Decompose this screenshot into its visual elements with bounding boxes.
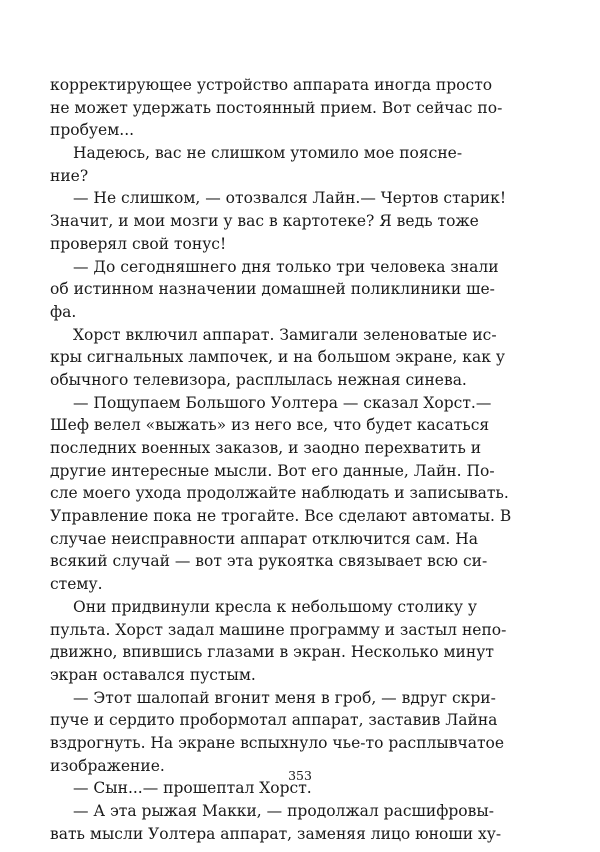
text-line: Значит, и мои мозги у вас в картотеке? Я ведь тоже	[50, 212, 479, 231]
text-line: пуче и сердито пробормотал аппарат, заставив Лайна	[50, 711, 498, 730]
text-line: корректирующее устройство аппарата иногда просто	[50, 76, 493, 94]
text-line: — Не слишком, — отозвался Лайн.— Чертов старик!	[73, 189, 507, 208]
text-line: фа.	[50, 302, 77, 321]
text-line: Шеф велел «выжать» из него все, что будет касаться	[50, 416, 490, 435]
text-line: Надеюсь, вас не слишком утомило мое поясне-	[73, 144, 463, 163]
text-line: обычного телевизора, расплылась нежная синева.	[50, 370, 467, 389]
text-line: движно, впившись глазами в экран. Несколько минут	[50, 643, 494, 662]
text-line: последних военных заказов, и заодно перехватить и	[50, 439, 482, 457]
text-line: — Сын...— прошептал Хорст.	[73, 779, 312, 798]
text-line: всякий случай — вот эта рукоятка связывает всю си-	[50, 552, 488, 571]
text-line: вздрогнуть. На экране вспыхнуло чье-то расплывчатое	[50, 733, 505, 752]
text-line: ние?	[50, 166, 89, 185]
text-line: сле моего ухода продолжайте наблюдать и записывать.	[50, 484, 509, 503]
page-number: 353	[288, 768, 312, 783]
text-line: изображение.	[50, 756, 165, 775]
text-line: случае неисправности аппарат отключится сам. На	[50, 529, 479, 548]
text-line: стему.	[50, 575, 103, 594]
text-line: Хорст включил аппарат. Замигали зеленоватые ис-	[73, 325, 497, 344]
text-line: Они придвинули кресла к небольшому столику у	[73, 597, 478, 616]
text-line: — А эта рыжая Макки, — продолжал расшифровы-	[73, 802, 494, 820]
text-line: об истинном назначении домашней поликлиники ше-	[50, 280, 495, 299]
text-line: — До сегодняшнего дня только три человека знали	[73, 257, 499, 276]
text-line: пробуем...	[50, 121, 135, 140]
body-text	[50, 74, 512, 845]
text-line: другие интересные мысли. Вот его данные, Лайн. По-	[50, 461, 495, 480]
text-line: Управление пока не трогайте. Все сделают автоматы. В	[50, 507, 512, 526]
text-line: кры сигнальных лампочек, и на большом экране, как у	[50, 348, 505, 367]
text-line: экран оставался пустым.	[50, 665, 256, 684]
text-line: не может удержать постоянный прием. Вот сейчас по-	[50, 98, 503, 117]
text-line: пульта. Хорст задал машине программу и застыл непо-	[50, 620, 507, 639]
text-line: — Этот шалопай вгонит меня в гроб, — вдруг скри-	[73, 688, 496, 707]
text-line: проверял свой тонус!	[50, 234, 227, 253]
text-line: вать мысли Уолтера аппарат, заменяя лицо юноши ху-	[50, 824, 502, 843]
text-line: — Пощупаем Большого Уолтера — сказал Хорст.—	[73, 393, 492, 412]
